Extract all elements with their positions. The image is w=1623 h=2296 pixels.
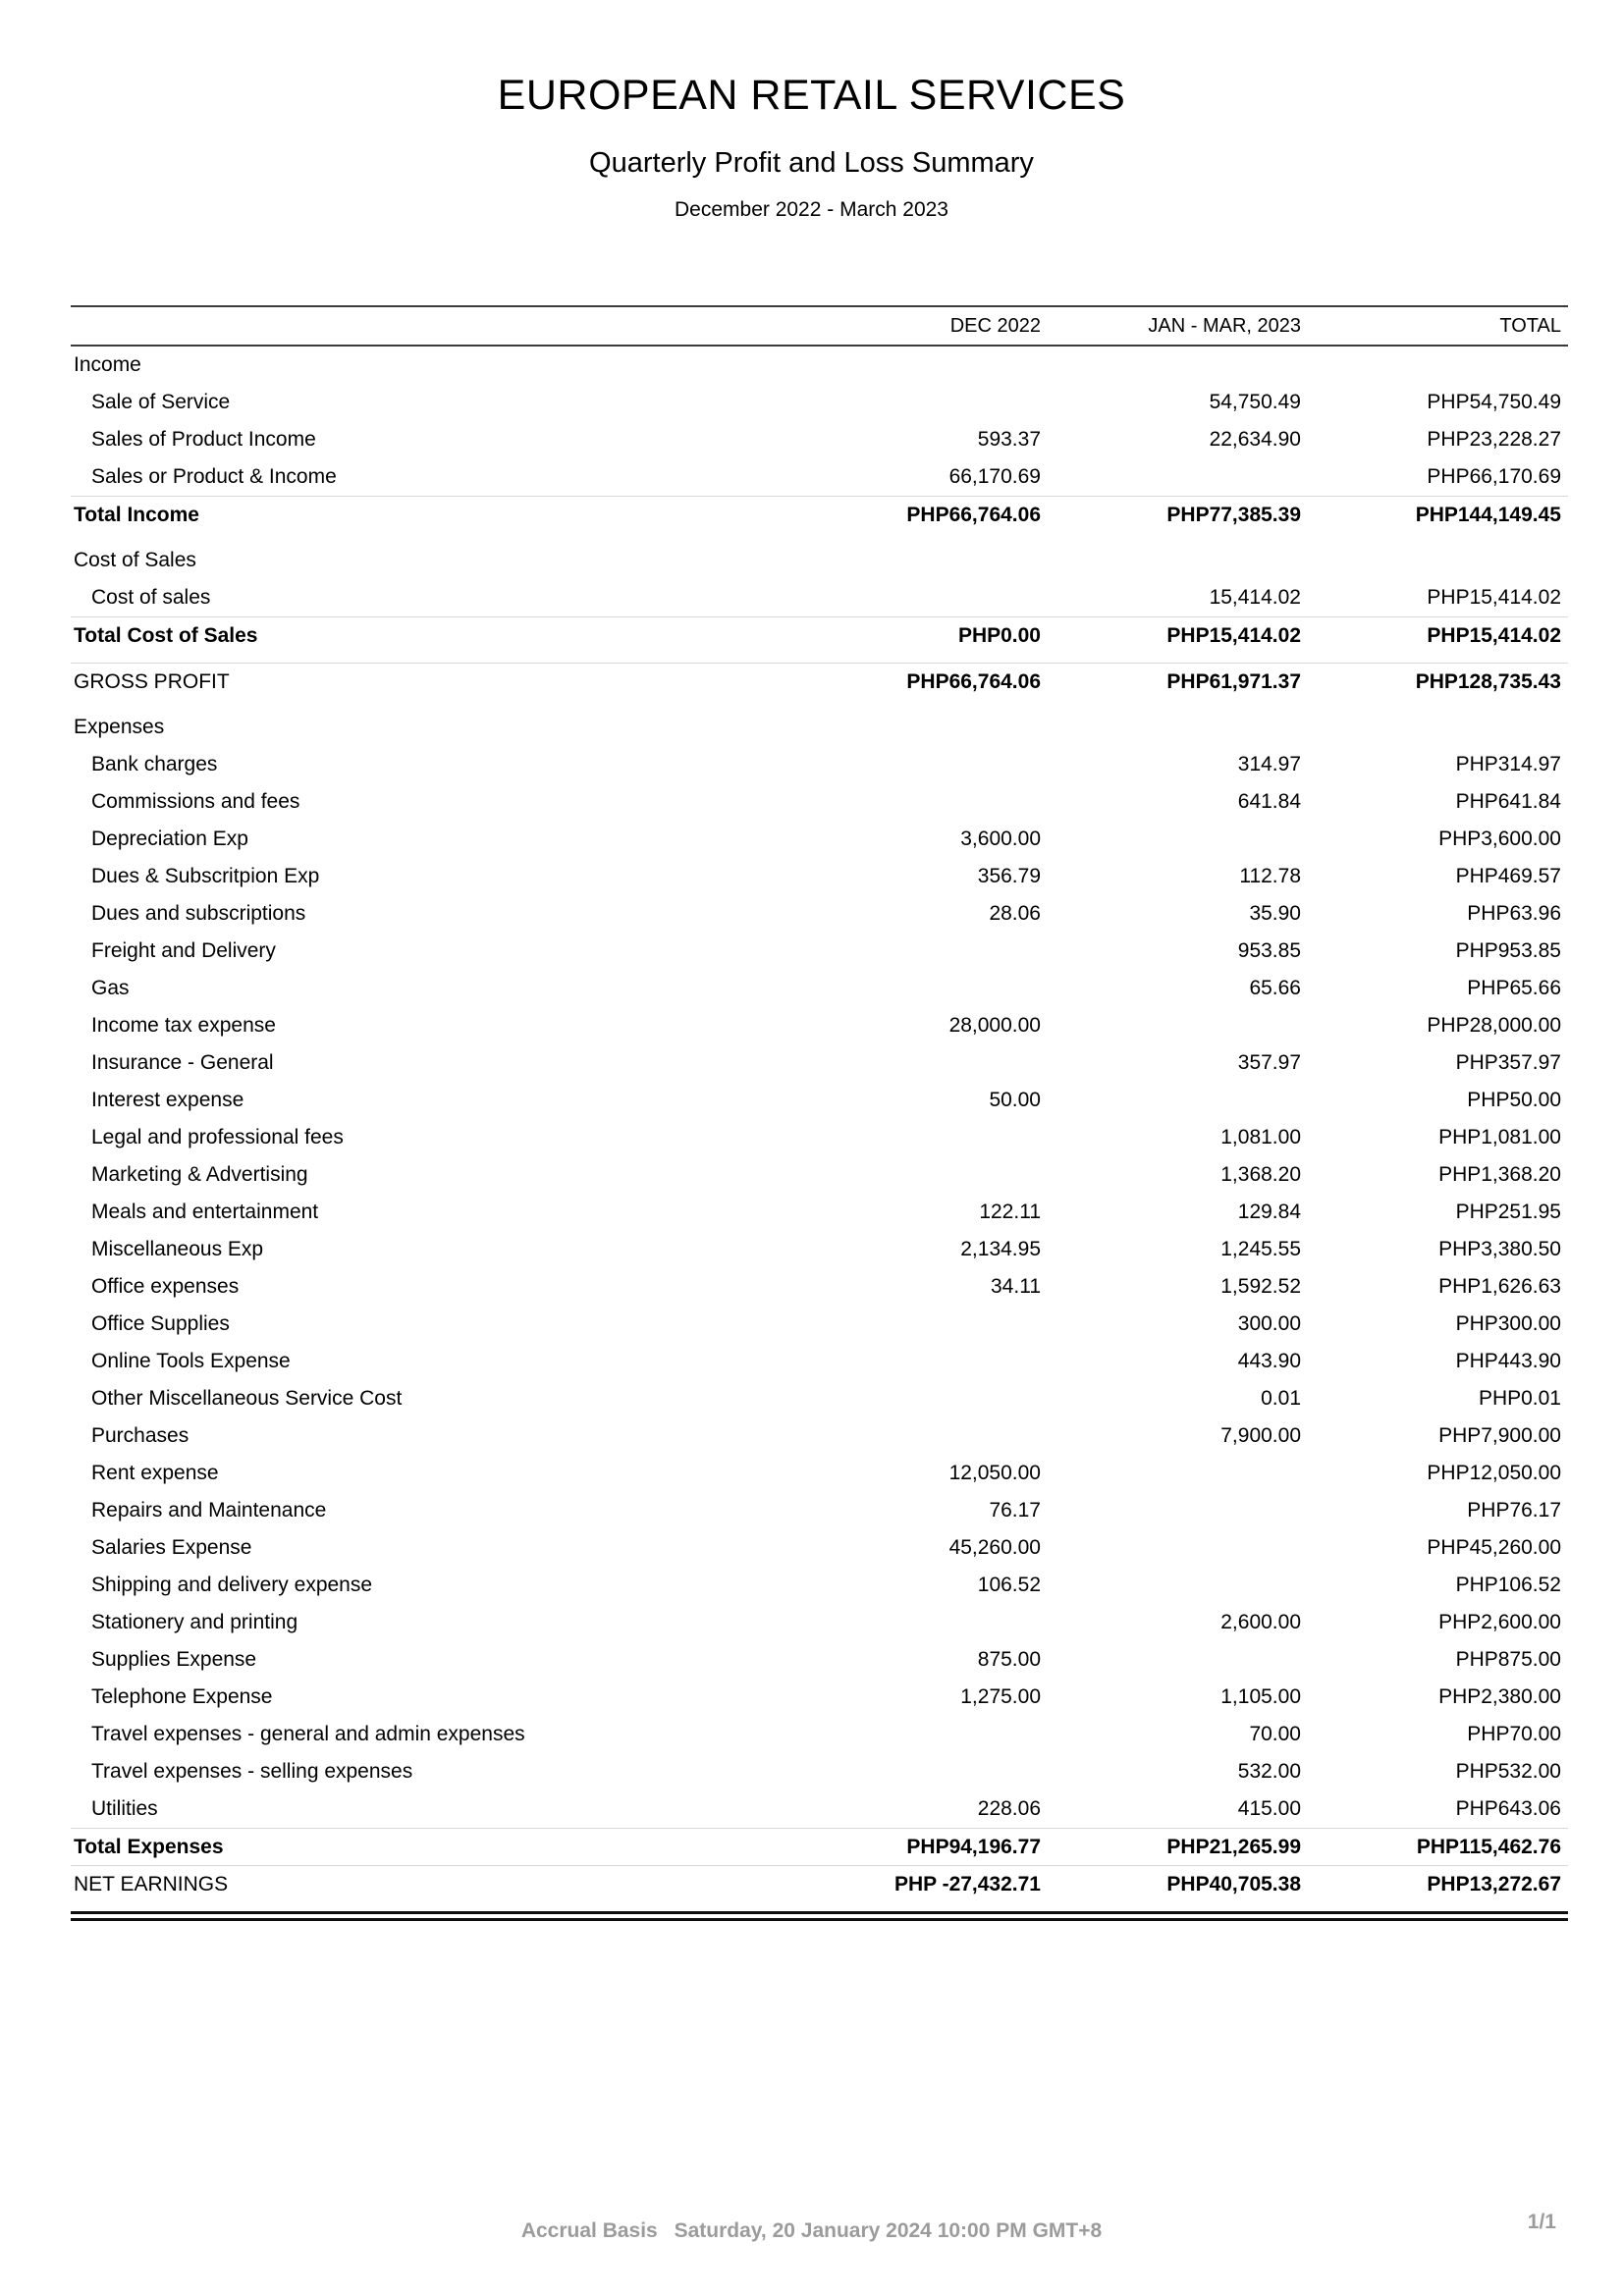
row-label: Travel expenses - general and admin expenses bbox=[91, 1723, 525, 1745]
cell-dec-2022: 875.00 bbox=[977, 1648, 1041, 1671]
cell-total: PHP641.84 bbox=[1455, 790, 1561, 813]
cell-dec-2022: 356.79 bbox=[977, 865, 1041, 887]
row-label: Cost of Sales bbox=[74, 549, 196, 571]
table-header-row bbox=[71, 305, 1568, 347]
table-row bbox=[71, 933, 1568, 970]
cell-jan-mar-2023: 415.00 bbox=[1237, 1797, 1301, 1820]
bottom-double-rule bbox=[71, 1911, 1568, 1921]
cell-jan-mar-2023: 532.00 bbox=[1237, 1760, 1301, 1783]
cell-dec-2022: 28.06 bbox=[989, 902, 1041, 925]
cell-jan-mar-2023: PHP21,265.99 bbox=[1166, 1835, 1301, 1858]
row-label: Commissions and fees bbox=[91, 790, 300, 813]
generated-timestamp: Saturday, 20 January 2024 10:00 PM GMT+8 bbox=[674, 2219, 1103, 2242]
row-label: Depreciation Exp bbox=[91, 828, 248, 850]
cell-jan-mar-2023: PHP40,705.38 bbox=[1166, 1872, 1301, 1896]
cell-jan-mar-2023: PHP77,385.39 bbox=[1166, 503, 1301, 526]
cell-jan-mar-2023: 65.66 bbox=[1249, 977, 1301, 999]
row-label: Online Tools Expense bbox=[91, 1350, 291, 1372]
cell-jan-mar-2023: 1,245.55 bbox=[1220, 1238, 1301, 1260]
cell-total: PHP70.00 bbox=[1467, 1723, 1561, 1745]
row-label: Gas bbox=[91, 977, 130, 999]
table-row bbox=[71, 1604, 1568, 1641]
row-label: Cost of sales bbox=[91, 586, 211, 609]
cell-total: PHP532.00 bbox=[1455, 1760, 1561, 1783]
cell-total: PHP45,260.00 bbox=[1427, 1536, 1561, 1559]
table-row bbox=[71, 1156, 1568, 1194]
cell-total: PHP1,081.00 bbox=[1438, 1126, 1561, 1148]
column-header-total: TOTAL bbox=[1499, 314, 1561, 337]
cell-total: PHP3,380.50 bbox=[1438, 1238, 1561, 1260]
cell-jan-mar-2023: 70.00 bbox=[1249, 1723, 1301, 1745]
table-row bbox=[71, 1194, 1568, 1231]
column-header-dec-2022: DEC 2022 bbox=[949, 314, 1041, 337]
table-row bbox=[71, 1007, 1568, 1044]
table-row bbox=[71, 616, 1568, 654]
cell-total: PHP76.17 bbox=[1467, 1499, 1561, 1522]
row-label: Purchases bbox=[91, 1424, 189, 1447]
row-label: Income bbox=[74, 353, 141, 376]
cell-total: PHP875.00 bbox=[1455, 1648, 1561, 1671]
rule-line bbox=[71, 1911, 1568, 1914]
cell-dec-2022: 28,000.00 bbox=[948, 1014, 1041, 1037]
cell-jan-mar-2023: 641.84 bbox=[1237, 790, 1301, 813]
row-label: Travel expenses - selling expenses bbox=[91, 1760, 413, 1783]
table-row bbox=[71, 1455, 1568, 1492]
row-label: Meals and entertainment bbox=[91, 1201, 319, 1223]
cell-dec-2022: PHP0.00 bbox=[957, 623, 1041, 647]
table-row bbox=[71, 1828, 1568, 1865]
table-row bbox=[71, 1641, 1568, 1679]
row-label: Total Cost of Sales bbox=[74, 623, 258, 647]
table-row bbox=[71, 1679, 1568, 1716]
row-label: Stationery and printing bbox=[91, 1611, 298, 1633]
report-title: Quarterly Profit and Loss Summary bbox=[589, 147, 1034, 179]
table-row bbox=[71, 821, 1568, 858]
cell-total: PHP1,368.20 bbox=[1438, 1163, 1561, 1186]
cell-total: PHP65.66 bbox=[1467, 977, 1561, 999]
table-row bbox=[71, 384, 1568, 421]
row-label: Total Income bbox=[74, 503, 199, 526]
table-row bbox=[71, 1306, 1568, 1343]
cell-dec-2022: 12,050.00 bbox=[948, 1462, 1041, 1484]
cell-dec-2022: PHP94,196.77 bbox=[906, 1835, 1041, 1858]
cell-jan-mar-2023: 2,600.00 bbox=[1220, 1611, 1301, 1633]
table-body bbox=[71, 347, 1568, 1902]
cell-dec-2022: 45,260.00 bbox=[948, 1536, 1041, 1559]
row-label: Other Miscellaneous Service Cost bbox=[91, 1387, 403, 1410]
row-label: Telephone Expense bbox=[91, 1685, 273, 1708]
report-period: December 2022 - March 2023 bbox=[675, 198, 948, 221]
cell-total: PHP643.06 bbox=[1455, 1797, 1561, 1820]
row-label: Shipping and delivery expense bbox=[91, 1574, 373, 1596]
row-label: Total Expenses bbox=[74, 1835, 224, 1858]
cell-jan-mar-2023: 1,105.00 bbox=[1220, 1685, 1301, 1708]
cell-total: PHP54,750.49 bbox=[1427, 391, 1561, 413]
cell-jan-mar-2023: 443.90 bbox=[1237, 1350, 1301, 1372]
table-row bbox=[71, 1380, 1568, 1417]
row-label: Interest expense bbox=[91, 1089, 244, 1111]
table-row bbox=[71, 746, 1568, 783]
cell-jan-mar-2023: 15,414.02 bbox=[1209, 586, 1301, 609]
row-label: Dues and subscriptions bbox=[91, 902, 306, 925]
row-label: Supplies Expense bbox=[91, 1648, 257, 1671]
cell-jan-mar-2023: 22,634.90 bbox=[1209, 428, 1301, 451]
cell-dec-2022: PHP66,764.06 bbox=[906, 669, 1041, 693]
table-row bbox=[71, 1753, 1568, 1790]
cell-dec-2022: 76.17 bbox=[989, 1499, 1041, 1522]
cell-total: PHP115,462.76 bbox=[1416, 1835, 1561, 1858]
cell-total: PHP23,228.27 bbox=[1427, 428, 1561, 451]
row-label: Sale of Service bbox=[91, 391, 231, 413]
cell-total: PHP469.57 bbox=[1455, 865, 1561, 887]
cell-total: PHP128,735.43 bbox=[1415, 669, 1561, 693]
row-label: Rent expense bbox=[91, 1462, 219, 1484]
cell-jan-mar-2023: 112.78 bbox=[1239, 865, 1301, 887]
table-row bbox=[71, 421, 1568, 458]
table-row bbox=[71, 1529, 1568, 1567]
column-header-jan-mar-2023: JAN - MAR, 2023 bbox=[1148, 314, 1301, 337]
row-label: Marketing & Advertising bbox=[91, 1163, 308, 1186]
table-row bbox=[71, 1231, 1568, 1268]
cell-total: PHP2,600.00 bbox=[1438, 1611, 1561, 1633]
cell-dec-2022: 593.37 bbox=[977, 428, 1041, 451]
table-row bbox=[71, 1567, 1568, 1604]
cell-jan-mar-2023: 0.01 bbox=[1261, 1387, 1301, 1410]
table-row bbox=[71, 1492, 1568, 1529]
page-number: 1/1 bbox=[1527, 2211, 1556, 2233]
cell-total: PHP7,900.00 bbox=[1438, 1424, 1561, 1447]
cell-dec-2022: 66,170.69 bbox=[948, 465, 1041, 488]
row-label: Sales or Product & Income bbox=[91, 465, 337, 488]
cell-total: PHP12,050.00 bbox=[1427, 1462, 1561, 1484]
cell-total: PHP2,380.00 bbox=[1438, 1685, 1561, 1708]
row-label: Income tax expense bbox=[91, 1014, 276, 1037]
cell-dec-2022: 122.11 bbox=[979, 1201, 1041, 1223]
cell-total: PHP0.01 bbox=[1478, 1387, 1561, 1410]
cell-total: PHP15,414.02 bbox=[1427, 623, 1561, 647]
row-label: Bank charges bbox=[91, 753, 218, 775]
cell-total: PHP1,626.63 bbox=[1438, 1275, 1561, 1298]
cell-total: PHP63.96 bbox=[1467, 902, 1561, 925]
row-label: Sales of Product Income bbox=[91, 428, 316, 451]
row-label: Office Supplies bbox=[91, 1312, 230, 1335]
cell-dec-2022: 106.52 bbox=[977, 1574, 1041, 1596]
profit-loss-table bbox=[71, 305, 1568, 1921]
table-row bbox=[71, 663, 1568, 700]
cell-jan-mar-2023: PHP61,971.37 bbox=[1166, 669, 1301, 693]
table-row bbox=[71, 970, 1568, 1007]
cell-total: PHP106.52 bbox=[1455, 1574, 1561, 1596]
cell-total: PHP50.00 bbox=[1467, 1089, 1561, 1111]
row-label: Insurance - General bbox=[91, 1051, 274, 1074]
accounting-basis-label: Accrual Basis bbox=[520, 2219, 658, 2242]
footer-note bbox=[0, 2219, 1623, 2243]
table-row bbox=[71, 496, 1568, 533]
cell-total: PHP28,000.00 bbox=[1427, 1014, 1561, 1037]
table-row bbox=[71, 542, 1568, 579]
cell-jan-mar-2023: 1,592.52 bbox=[1220, 1275, 1301, 1298]
table-row bbox=[71, 1044, 1568, 1082]
row-label: GROSS PROFIT bbox=[74, 669, 230, 693]
cell-total: PHP357.97 bbox=[1455, 1051, 1561, 1074]
cell-total: PHP3,600.00 bbox=[1438, 828, 1561, 850]
cell-dec-2022: 1,275.00 bbox=[960, 1685, 1041, 1708]
table-row bbox=[71, 783, 1568, 821]
cell-jan-mar-2023: 54,750.49 bbox=[1209, 391, 1301, 413]
company-name: EUROPEAN RETAIL SERVICES bbox=[497, 72, 1126, 119]
table-row bbox=[71, 458, 1568, 496]
table-row bbox=[71, 858, 1568, 895]
cell-dec-2022: 2,134.95 bbox=[960, 1238, 1041, 1260]
table-row bbox=[71, 1082, 1568, 1119]
cell-dec-2022: 34.11 bbox=[991, 1275, 1041, 1298]
table-row bbox=[71, 1417, 1568, 1455]
cell-dec-2022: PHP66,764.06 bbox=[906, 503, 1041, 526]
table-row bbox=[71, 1790, 1568, 1828]
table-row bbox=[71, 347, 1568, 384]
cell-total: PHP13,272.67 bbox=[1427, 1872, 1561, 1896]
table-row bbox=[71, 709, 1568, 746]
cell-jan-mar-2023: 357.97 bbox=[1237, 1051, 1301, 1074]
cell-jan-mar-2023: 7,900.00 bbox=[1220, 1424, 1301, 1447]
cell-jan-mar-2023: PHP15,414.02 bbox=[1166, 623, 1301, 647]
cell-dec-2022: PHP -27,432.71 bbox=[893, 1872, 1041, 1896]
cell-jan-mar-2023: 1,081.00 bbox=[1220, 1126, 1301, 1148]
row-label: Miscellaneous Exp bbox=[91, 1238, 264, 1260]
rule-line bbox=[71, 1918, 1568, 1921]
row-label: Legal and professional fees bbox=[91, 1126, 344, 1148]
row-label: Dues & Subscritpion Exp bbox=[91, 865, 320, 887]
cell-total: PHP66,170.69 bbox=[1427, 465, 1561, 488]
table-row bbox=[71, 579, 1568, 616]
table-row bbox=[71, 895, 1568, 933]
row-label: NET EARNINGS bbox=[74, 1872, 229, 1896]
cell-total: PHP443.90 bbox=[1455, 1350, 1561, 1372]
table-row bbox=[71, 1343, 1568, 1380]
cell-total: PHP15,414.02 bbox=[1427, 586, 1561, 609]
cell-total: PHP300.00 bbox=[1455, 1312, 1561, 1335]
cell-total: PHP953.85 bbox=[1455, 939, 1561, 962]
cell-jan-mar-2023: 35.90 bbox=[1249, 902, 1301, 925]
cell-jan-mar-2023: 129.84 bbox=[1237, 1201, 1301, 1223]
cell-dec-2022: 3,600.00 bbox=[960, 828, 1041, 850]
row-label: Repairs and Maintenance bbox=[91, 1499, 327, 1522]
cell-jan-mar-2023: 1,368.20 bbox=[1220, 1163, 1301, 1186]
table-row bbox=[71, 1716, 1568, 1753]
cell-dec-2022: 50.00 bbox=[989, 1089, 1041, 1111]
row-label: Salaries Expense bbox=[91, 1536, 252, 1559]
table-row bbox=[71, 1268, 1568, 1306]
row-label: Office expenses bbox=[91, 1275, 240, 1298]
row-label: Utilities bbox=[91, 1797, 158, 1820]
row-label: Expenses bbox=[74, 716, 165, 738]
cell-total: PHP251.95 bbox=[1455, 1201, 1561, 1223]
cell-jan-mar-2023: 300.00 bbox=[1237, 1312, 1301, 1335]
row-label: Freight and Delivery bbox=[91, 939, 276, 962]
table-row bbox=[71, 1865, 1568, 1902]
table-row bbox=[71, 1119, 1568, 1156]
cell-total: PHP144,149.45 bbox=[1415, 503, 1561, 526]
cell-jan-mar-2023: 953.85 bbox=[1237, 939, 1301, 962]
cell-jan-mar-2023: 314.97 bbox=[1237, 753, 1301, 775]
cell-total: PHP314.97 bbox=[1455, 753, 1561, 775]
cell-dec-2022: 228.06 bbox=[977, 1797, 1041, 1820]
